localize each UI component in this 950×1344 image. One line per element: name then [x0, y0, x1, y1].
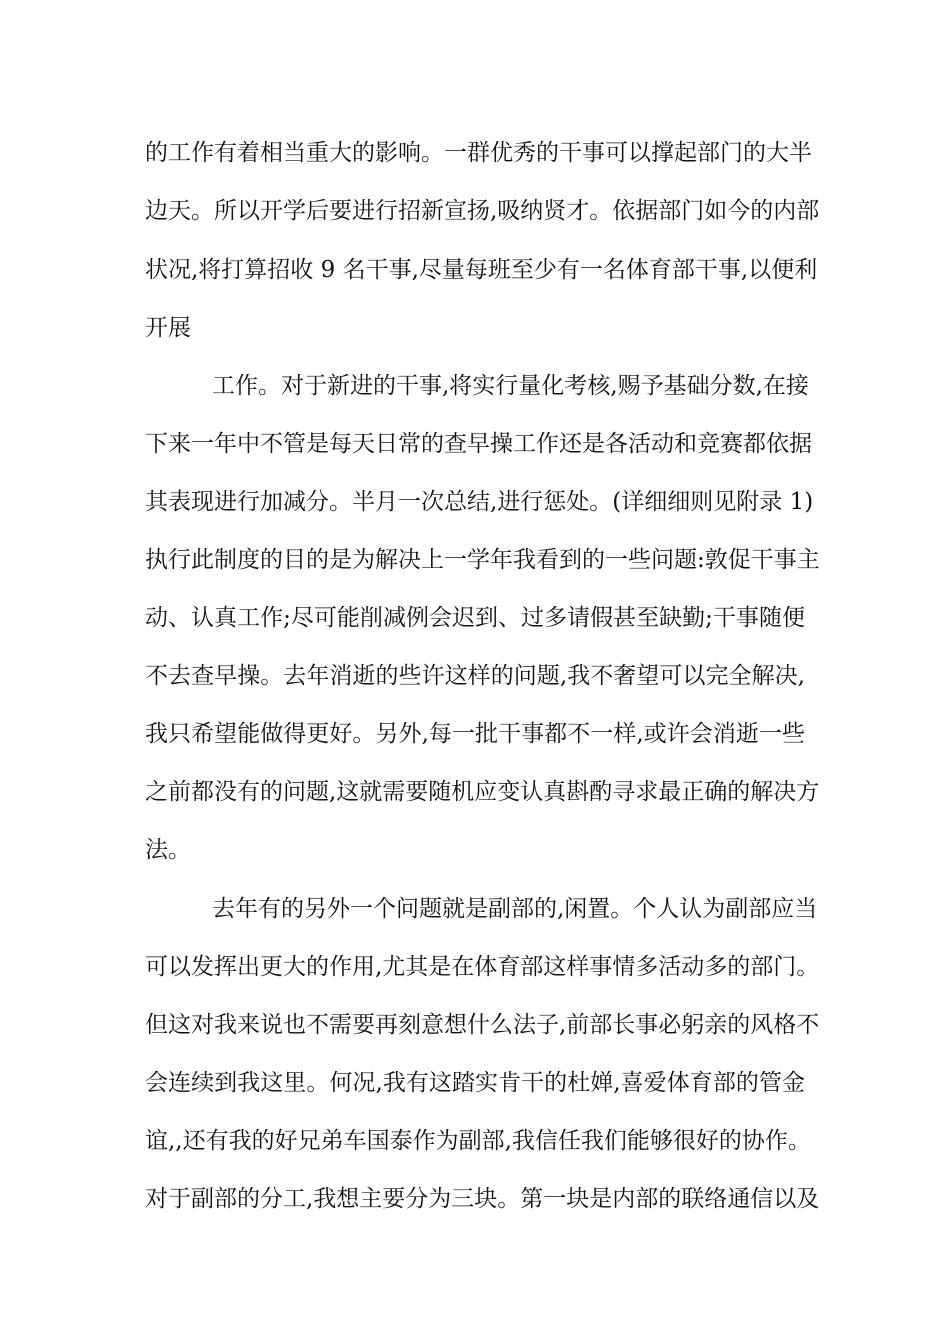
paragraph-2-line-8: 之前都没有的问题,这就需要随机应变认真斟酌寻求最正确的解决方	[145, 779, 820, 805]
paragraph-3-line-5: 谊,,还有我的好兄弟车国泰作为副部,我信任我们能够很好的协作。	[145, 1128, 811, 1154]
paragraph-2-line-2: 下来一年中不管是每天日常的查早操工作还是各活动和竞赛都依据	[145, 431, 812, 457]
paragraph-2-line-4: 执行此制度的目的是为解决上一学年我看到的一些问题:敦促干事主	[145, 547, 820, 573]
paragraph-2-line-5: 动、认真工作;尽可能削减例会迟到、过多请假甚至缺勤;干事随便	[145, 605, 805, 631]
paragraph-2-line-7: 我只希望能做得更好。另外,每一批干事都不一样,或许会消逝一些	[145, 721, 805, 747]
paragraph-2-line-1: 工作。对于新进的干事,将实行量化考核,赐予基础分数,在接	[212, 373, 809, 399]
paragraph-1-line-1: 的工作有着相当重大的影响。一群优秀的干事可以撑起部门的大半	[145, 140, 812, 166]
paragraph-3-line-2: 可以发挥出更大的作用,尤其是在体育部这样事情多活动多的部门。	[145, 954, 820, 980]
paragraph-3-line-3: 但这对我来说也不需要再刻意想什么法子,前部长事必躬亲的风格不	[145, 1012, 820, 1038]
paragraph-1-line-2: 边天。所以开学后要进行招新宣扬,吸纳贤才。依据部门如今的内部	[145, 198, 820, 224]
paragraph-3-line-1: 去年有的另外一个问题就是副部的,闲置。个人认为副部应当	[212, 896, 818, 922]
paragraph-1-line-4: 开展	[145, 315, 191, 341]
paragraph-3-line-4: 会连续到我这里。何况,我有这踏实肯干的杜婵,喜爱体育部的管金	[145, 1070, 805, 1096]
paragraph-2-line-9: 法。	[145, 837, 191, 863]
paragraph-2-line-6: 不去查早操。去年消逝的些许这样的问题,我不奢望可以完全解决,	[145, 663, 805, 689]
paragraph-2-line-3: 其表现进行加减分。半月一次总结,进行惩处。(详细细则见附录 1)	[145, 489, 814, 515]
paragraph-3-line-6: 对于副部的分工,我想主要分为三块。第一块是内部的联络通信以及	[145, 1186, 820, 1212]
paragraph-1-line-3: 状况,将打算招收 9 名干事,尽量每班至少有一名体育部干事,以便利	[145, 257, 818, 283]
